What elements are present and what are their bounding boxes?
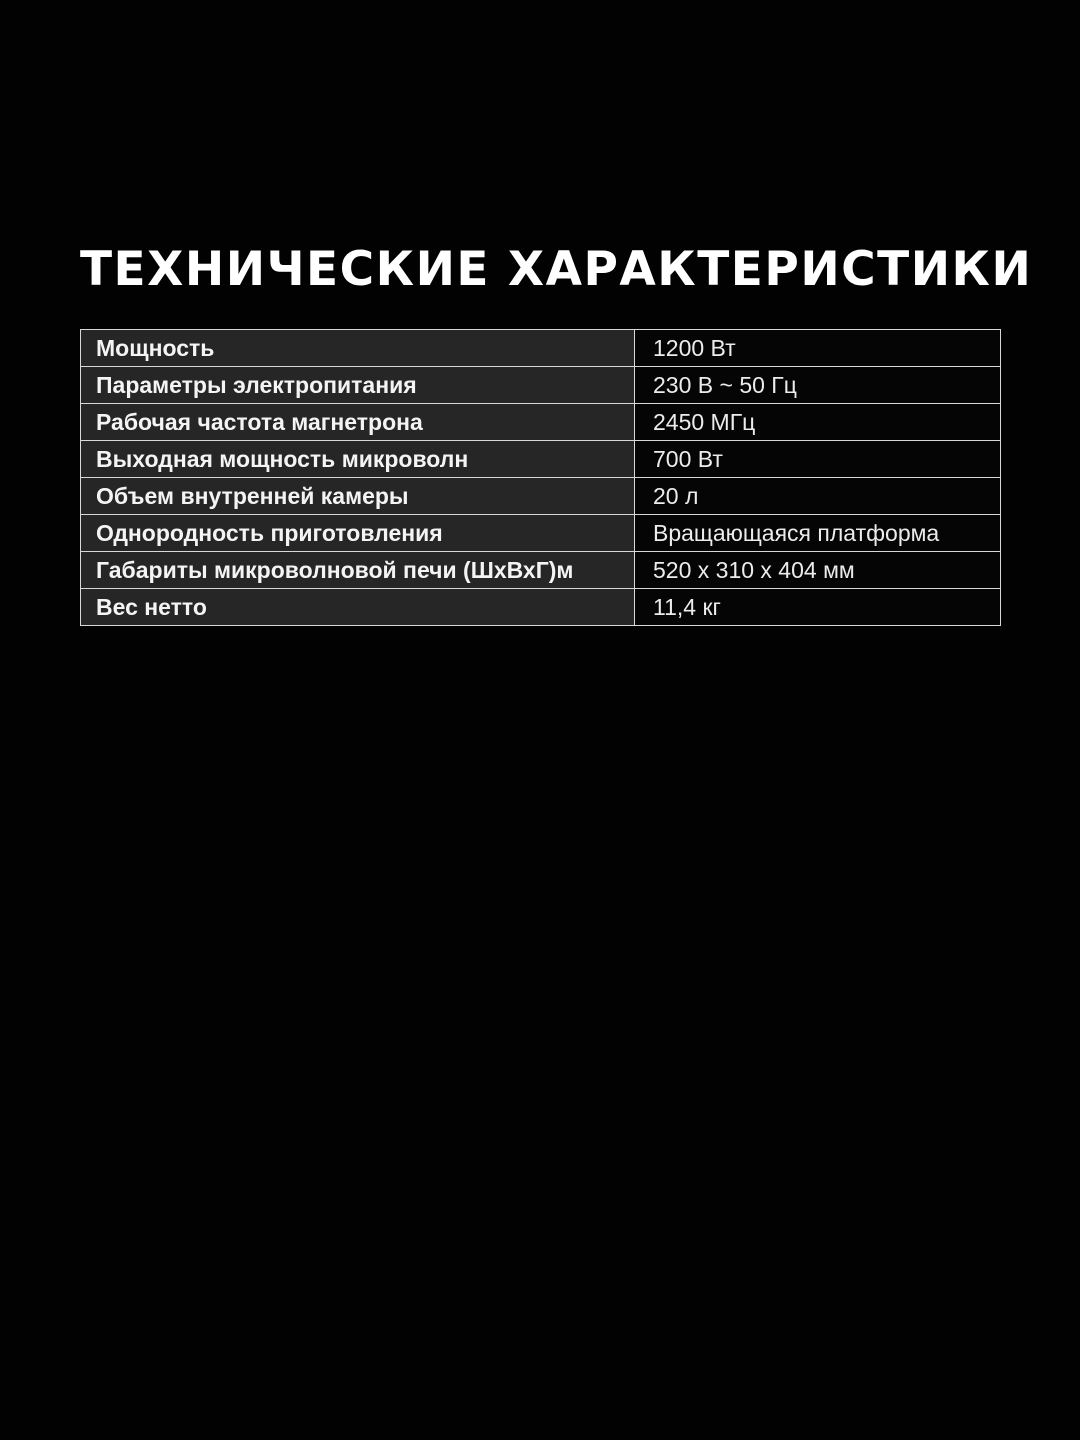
spec-label: Рабочая частота магнетрона bbox=[81, 404, 635, 441]
spec-label: Мощность bbox=[81, 330, 635, 367]
table-row bbox=[81, 330, 1001, 367]
table-row bbox=[81, 515, 1001, 552]
spec-value: 1200 Вт bbox=[635, 330, 1001, 367]
spec-label: Объем внутренней камеры bbox=[81, 478, 635, 515]
table-row bbox=[81, 589, 1001, 626]
spec-value: 230 В ~ 50 Гц bbox=[635, 367, 1001, 404]
page-title: ТЕХНИЧЕСКИЕ ХАРАКТЕРИСТИКИ bbox=[80, 242, 1033, 297]
table-row bbox=[81, 367, 1001, 404]
spec-label: Выходная мощность микроволн bbox=[81, 441, 635, 478]
table-row bbox=[81, 441, 1001, 478]
table-row bbox=[81, 552, 1001, 589]
specs-table bbox=[80, 329, 1001, 626]
spec-label: Габариты микроволновой печи (ШхВхГ)м bbox=[81, 552, 635, 589]
spec-value: 700 Вт bbox=[635, 441, 1001, 478]
spec-value: 20 л bbox=[635, 478, 1001, 515]
spec-label: Однородность приготовления bbox=[81, 515, 635, 552]
spec-value: 11,4 кг bbox=[635, 589, 1001, 626]
table-row bbox=[81, 404, 1001, 441]
spec-value: 2450 МГц bbox=[635, 404, 1001, 441]
spec-value: 520 х 310 х 404 мм bbox=[635, 552, 1001, 589]
spec-label: Вес нетто bbox=[81, 589, 635, 626]
table-row bbox=[81, 478, 1001, 515]
spec-value: Вращающаяся платформа bbox=[635, 515, 1001, 552]
spec-label: Параметры электропитания bbox=[81, 367, 635, 404]
